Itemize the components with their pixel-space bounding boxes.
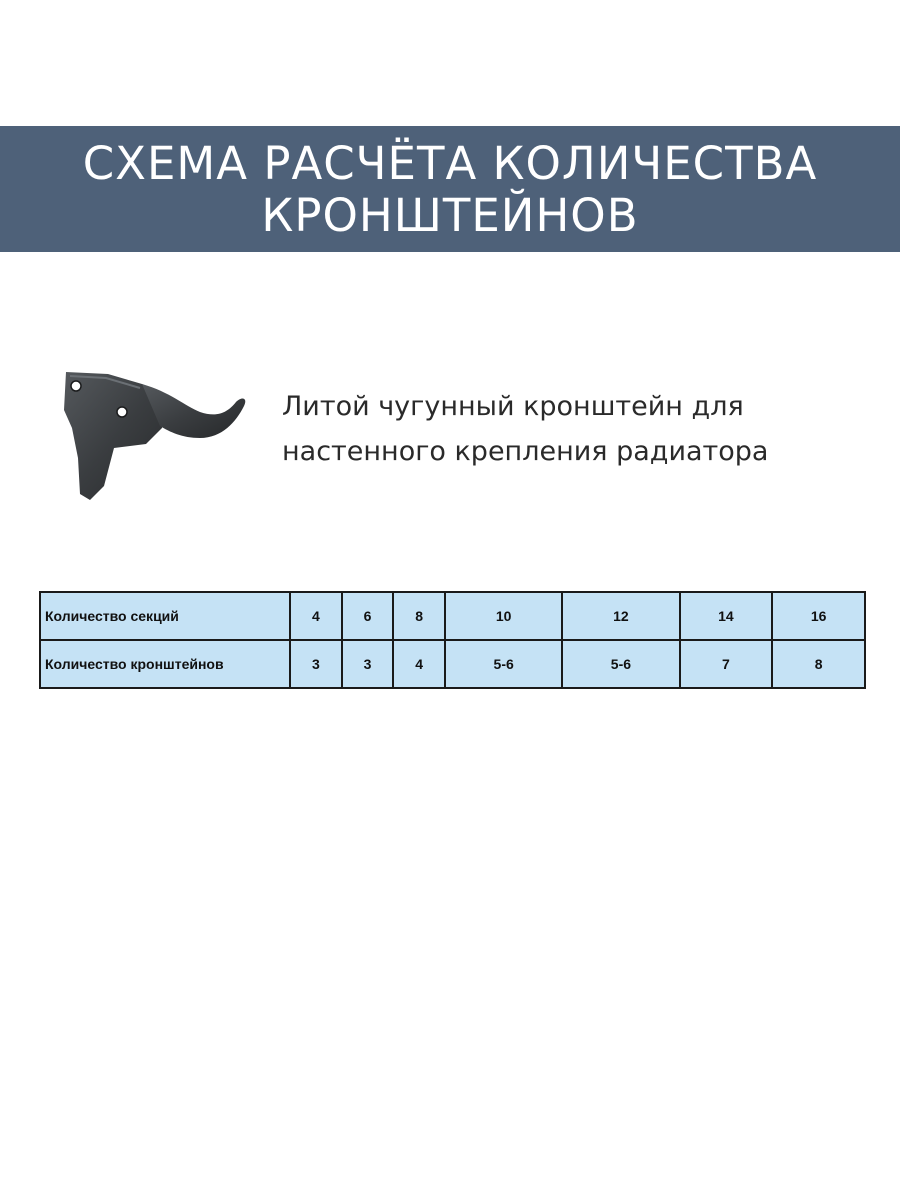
table-cell: 7 [680, 640, 773, 688]
table-cell: 3 [290, 640, 342, 688]
cast-iron-bracket-icon [50, 366, 250, 506]
row-label-brackets: Количество кронштейнов [40, 640, 290, 688]
table-row-brackets [40, 640, 865, 688]
table-cell: 4 [290, 592, 342, 640]
row-label-sections: Количество секций [40, 592, 290, 640]
table-cell: 5-6 [445, 640, 562, 688]
bracket-image [50, 366, 250, 506]
title-banner [0, 126, 900, 252]
bracket-calculation-table [39, 591, 866, 689]
table-cell: 6 [342, 592, 394, 640]
table-cell: 5-6 [562, 640, 679, 688]
product-description [282, 384, 882, 474]
table-row-sections [40, 592, 865, 640]
table-cell: 8 [393, 592, 445, 640]
description-line-2: настенного крепления радиатора [282, 436, 769, 467]
table-cell: 8 [772, 640, 865, 688]
table-cell: 3 [342, 640, 394, 688]
title-line-1: СХЕМА РАСЧЁТА КОЛИЧЕСТВА [82, 137, 818, 190]
table-cell: 14 [680, 592, 773, 640]
description-line-1: Литой чугунный кронштейн для [282, 391, 744, 422]
table-cell: 10 [445, 592, 562, 640]
table-cell: 12 [562, 592, 679, 640]
table-cell: 16 [772, 592, 865, 640]
table-cell: 4 [393, 640, 445, 688]
title-line-2: КРОНШТЕЙНОВ [261, 189, 639, 242]
